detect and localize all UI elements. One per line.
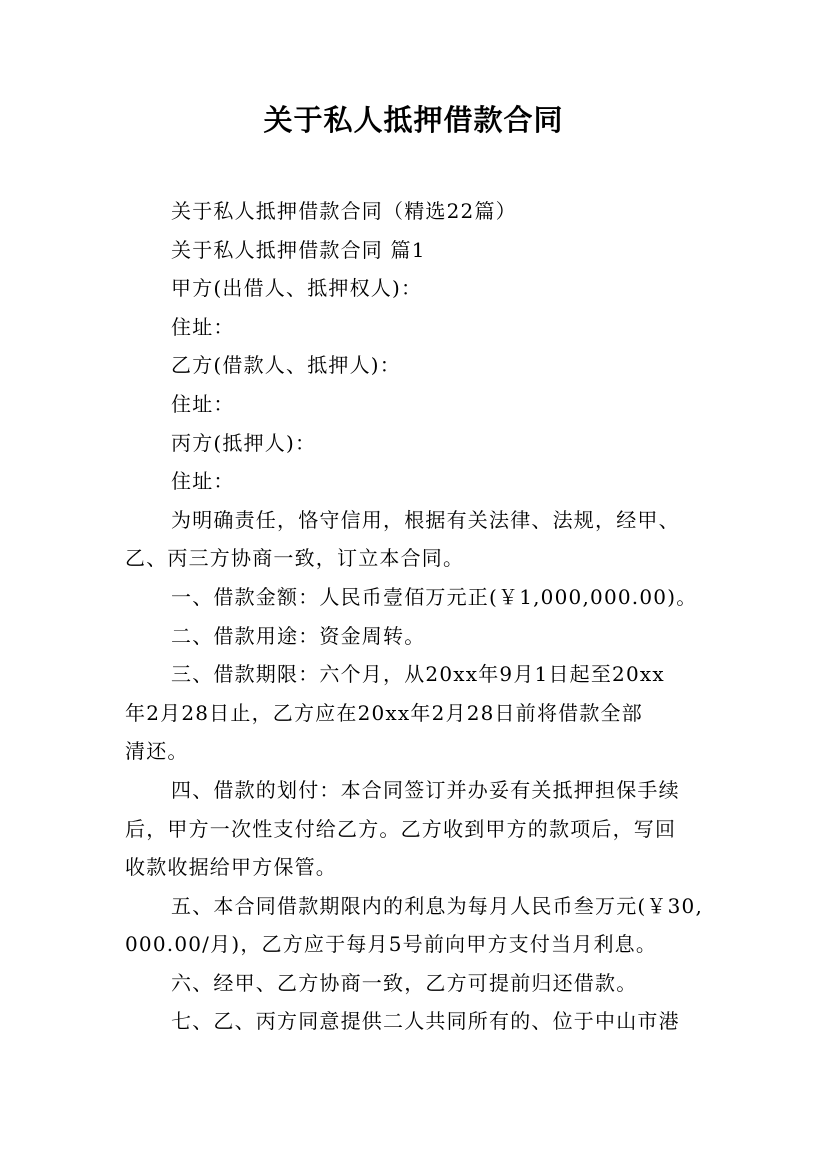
clause-line: 清还。 (125, 739, 189, 764)
document-body (125, 192, 709, 1041)
subtitle-line: 关于私人抵押借款合同（精选22篇） (171, 199, 517, 223)
clause-line: 六、经甲、乙方协商一致，乙方可提前归还借款。 (171, 970, 638, 995)
clause-line: 七、乙、丙方同意提供二人共同所有的、位于中山市港 (171, 1009, 680, 1034)
clause-line: 年2月28日止，乙方应在20xx年2月28日前将借款全部 (125, 700, 643, 725)
clause-line: 二、借款用途：资金周转。 (171, 623, 426, 648)
section-heading: 关于私人抵押借款合同 篇1 (171, 237, 426, 262)
clause-line: 一、借款金额：人民币壹佰万元正(￥1,000,000.00)。 (171, 584, 698, 609)
clause-line: 五、本合同借款期限内的利息为每月人民币叁万元(￥30, (171, 893, 704, 918)
party-a-address: 住址： (171, 314, 235, 339)
party-a-line: 甲方(出借人、抵押权人)： (171, 276, 423, 301)
party-b-address: 住址： (171, 391, 235, 416)
party-c-line: 丙方(抵押人)： (171, 430, 317, 455)
preamble-line: 为明确责任，恪守信用，根据有关法律、法规，经甲、 (171, 507, 680, 532)
clause-line: 收款收据给甲方保管。 (125, 855, 337, 880)
preamble-line: 乙、丙三方协商一致，订立本合同。 (125, 546, 465, 571)
clause-line: 三、借款期限：六个月，从20xx年9月1日起至20xx (171, 662, 665, 687)
clause-line: 四、借款的划付：本合同签订并办妥有关抵押担保手续 (171, 777, 680, 802)
party-c-address: 住址： (171, 469, 235, 494)
document-title: 关于私人抵押借款合同 (263, 103, 564, 137)
clause-line: 后，甲方一次性支付给乙方。乙方收到甲方的款项后，写回 (125, 816, 677, 841)
party-b-line: 乙方(借款人、抵押人)： (171, 353, 402, 378)
clause-line: 000.00/月)，乙方应于每月5号前向甲方支付当月利息。 (125, 932, 658, 957)
